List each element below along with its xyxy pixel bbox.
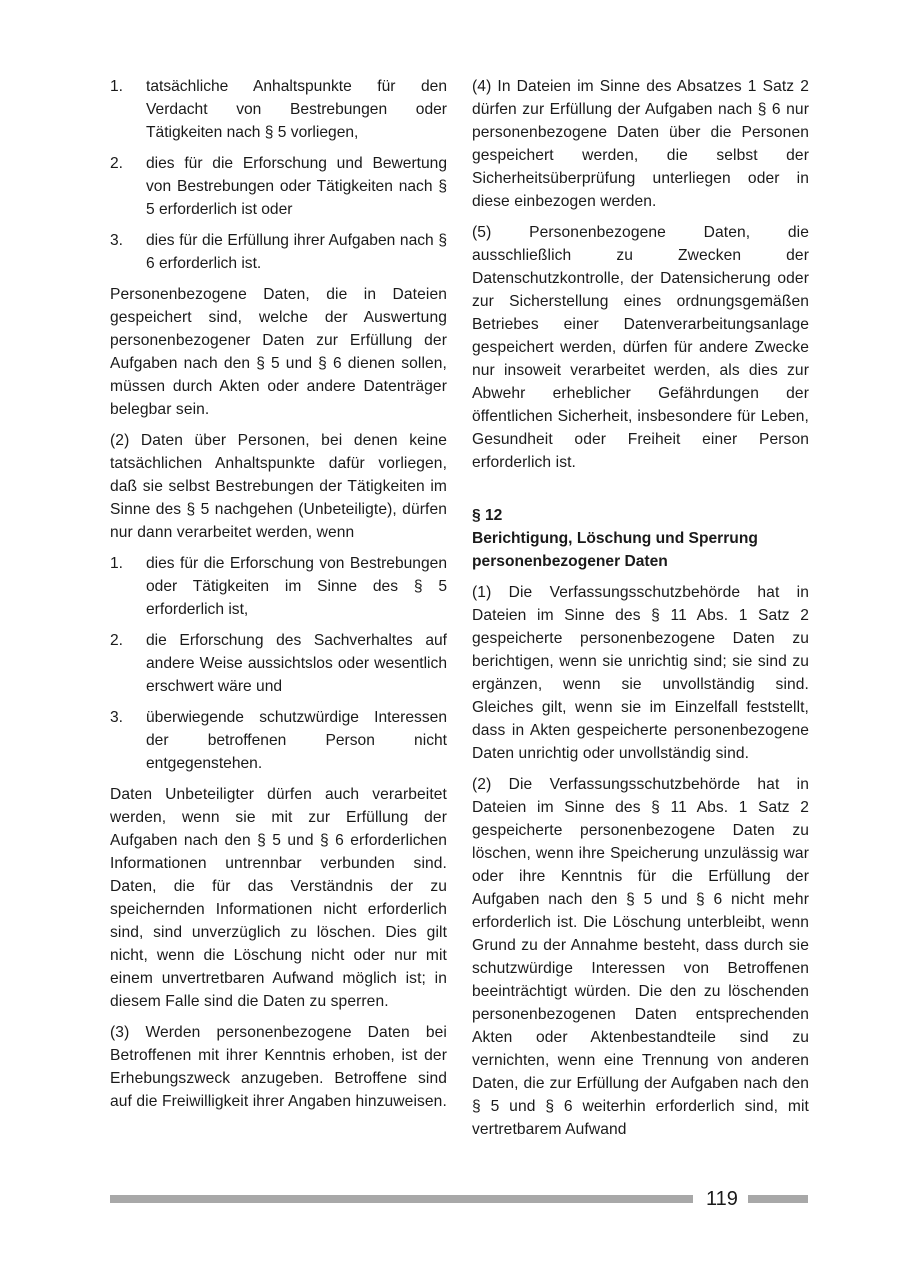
- paragraph: (2) Die Verfassungsschutzbehörde hat in Dateien im Sinne des § 11 Abs. 1 Satz 2 gespeicherte personenbezogene Daten zu löschen, wenn ihre Speicherung unzulässig war oder ihre Kenntnis für die Erfüllung der Aufgaben nach den § 5 und § 6 nicht mehr erforderlich ist. Die Löschung unterbleibt, wenn Grund zu der Annahme besteht, dass durch sie schutzwürdige Interessen von Betroffenen beeinträchtigt würden. Die den zu löschenden personenbezogenen Daten entsprechenden Akten oder Aktenbestandteile sind zu vernichten, wenn eine Trennung von anderen Daten, die zur Erfüllung der Aufgaben nach den § 5 und § 6 weiterhin erforderlich sind, mit vertretbarem Aufwand: [472, 776, 809, 1138]
- list-item: [110, 229, 447, 275]
- numbered-list-2: [110, 552, 447, 775]
- paragraph: (1) Die Verfassungsschutzbehörde hat in Dateien im Sinne des § 11 Abs. 1 Satz 2 gespeicherte personenbezogene Daten zu berichtigen, wenn sie unrichtig sind; sie sind zu ergänzen, wenn sie unvollständig sind. Gleiches gilt, wenn sie im Einzelfall feststellt, dass in Akten gespeicherte personenbezogene Daten unrichtig oder unvollständig sind.: [472, 584, 809, 762]
- paragraph: (5) Personenbezogene Daten, die ausschließlich zu Zwecken der Datenschutzkontrolle, der Datensicherung oder zur Sicherstellung eines ordnungsgemäßen Betriebes einer Datenverarbeitungsanlage gespeichert werden, dürfen für andere Zwecke nur insoweit verarbeitet werden, als dies zur Abwehr erheblicher Gefährdungen der öffentlichen Sicherheit, insbesondere für Leben, Gesundheit oder Freiheit einer Person erforderlich ist.: [472, 224, 809, 471]
- list-item-number: 1.: [110, 555, 124, 572]
- page-number: 119: [706, 1188, 738, 1210]
- left-column: [110, 75, 447, 1121]
- list-item-number: 2.: [110, 155, 124, 172]
- paragraph: (4) In Dateien im Sinne des Absatzes 1 Satz 2 dürfen zur Erfüllung der Aufgaben nach § 6 nur personenbezogene Daten über die Personen gespeichert werden, die selbst der Sicherheitsüberprüfung unterliegen oder in diese einbezogen werden.: [472, 78, 809, 210]
- list-item: [110, 629, 447, 698]
- footer-rule-left: [110, 1195, 693, 1203]
- list-item-text: die Erforschung des Sachverhaltes auf andere Weise aussichtslos oder wesentlich erschwert wäre und: [146, 632, 447, 695]
- list-item: [110, 706, 447, 775]
- right-column: [472, 75, 809, 1149]
- numbered-list-1: [110, 75, 447, 275]
- section-number: § 12: [472, 507, 503, 524]
- list-item-number: 2.: [110, 632, 124, 649]
- list-item-text: dies für die Erforschung und Bewertung von Bestrebungen oder Tätigkeiten nach § 5 erforderlich ist oder: [146, 155, 447, 218]
- paragraph: (2) Daten über Personen, bei denen keine tatsächlichen Anhaltspunkte dafür vorliegen, daß sie selbst Bestrebungen der Tätigkeiten im Sinne des § 5 nachgehen (Unbeteiligte), dürfen nur dann verarbeitet werden, wenn: [110, 432, 447, 541]
- list-item-text: dies für die Erforschung von Bestrebungen oder Tätigkeiten im Sinne des § 5 erforderlich ist,: [146, 555, 447, 618]
- list-item-number: 1.: [110, 78, 124, 95]
- section-title: Berichtigung, Löschung und Sperrung personenbezogener Daten: [472, 530, 758, 570]
- list-item-number: 3.: [110, 709, 124, 726]
- list-item-text: tatsächliche Anhaltspunkte für den Verdacht von Bestrebungen oder Tätigkeiten nach § 5 vorliegen,: [146, 78, 447, 141]
- footer-rule-right: [748, 1195, 808, 1203]
- list-item: [110, 152, 447, 221]
- paragraph: Personenbezogene Daten, die in Dateien gespeichert sind, welche der Auswertung personenbezogener Daten zur Erfüllung der Aufgaben nach den § 5 und § 6 dienen sollen, müssen durch Akten oder andere Datenträger belegbar sein.: [110, 286, 447, 418]
- list-item: [110, 552, 447, 621]
- list-item: [110, 75, 447, 144]
- paragraph: Daten Unbeteiligter dürfen auch verarbeitet werden, wenn sie mit zur Erfüllung der Aufgaben nach den § 5 und § 6 erforderlichen Informationen untrennbar verbunden sind. Daten, die für das Verständnis der zu speichernden Informationen nicht erforderlich sind, sind unverzüglich zu löschen. Dies gilt nicht, wenn die Löschung nicht oder nur mit einem unvertretbaren Aufwand möglich ist; in diesem Falle sind die Daten zu sperren.: [110, 786, 447, 1010]
- paragraph: (3) Werden personenbezogene Daten bei Betroffenen mit ihrer Kenntnis erhoben, ist der Erhebungszweck anzugeben. Betroffene sind auf die Freiwilligkeit ihrer Angaben hinzuweisen.: [110, 1024, 447, 1110]
- list-item-text: überwiegende schutzwürdige Interessen der betroffenen Person nicht entgegenstehen.: [146, 709, 447, 772]
- list-item-text: dies für die Erfüllung ihrer Aufgaben nach § 6 erforderlich ist.: [146, 232, 447, 272]
- list-item-number: 3.: [110, 232, 124, 249]
